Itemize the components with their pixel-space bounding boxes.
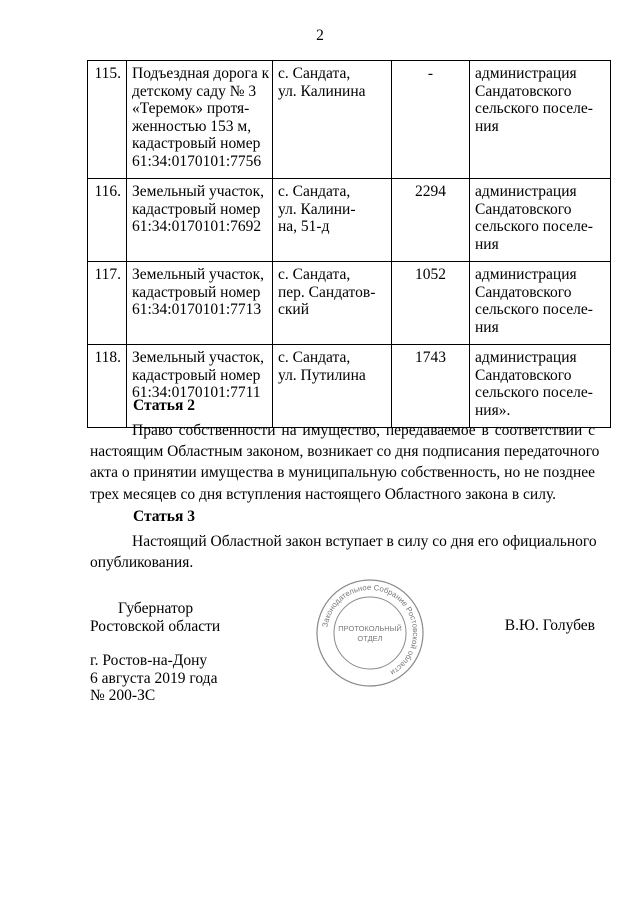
article-2-line: настоящим Областным законом, возникает со дня подписания передаточного: [90, 443, 600, 461]
seal-ring-text: Законодательное Собрание Ростовской области: [320, 582, 421, 678]
cell-line: на, 51-д: [278, 218, 330, 235]
cell-line: ния: [475, 318, 499, 336]
owner-cell: [470, 262, 611, 345]
cell-line: «Теремок» протя-: [132, 100, 250, 117]
signatory-position: [90, 600, 220, 635]
cell-line: Сандатовского: [475, 283, 572, 301]
table-row: [88, 61, 611, 179]
area-cell: 1052: [392, 262, 470, 345]
area-cell: 2294: [392, 179, 470, 262]
cell-line: пер. Сандатов-: [278, 283, 376, 301]
cell-line: кадастровый номер: [132, 366, 261, 384]
owner-cell: [470, 345, 611, 428]
article-2-line: Право собственности на имущество, передаваемое в соответствии с: [132, 422, 595, 439]
cell-line: Земельный участок,: [132, 266, 265, 283]
cell-line: ул. Калинина: [278, 82, 366, 100]
cell-line: женностью 153 м,: [132, 117, 252, 135]
cell-line: администрация: [475, 183, 577, 200]
object-name-cell: [127, 179, 273, 262]
cell-line: администрация: [475, 349, 577, 366]
owner-cell: [470, 179, 611, 262]
cell-line: с. Сандата,: [278, 266, 351, 283]
cell-line: ния».: [475, 401, 511, 419]
cell-line: 61:34:0170101:7756: [132, 152, 262, 170]
article-3-line: Настоящий Областной закон вступает в силу со дня его официального: [132, 533, 597, 550]
seal-center-line2: ОТДЕЛ: [357, 634, 383, 643]
row-number: 117.: [88, 262, 127, 345]
cell-line: ния: [475, 235, 499, 253]
signatory-title: Губернатор: [118, 600, 194, 617]
cell-line: сельского поселе-: [475, 100, 593, 117]
table-row: [88, 179, 611, 262]
area-cell: -: [392, 61, 470, 179]
cell-line: сельского поселе-: [475, 384, 593, 401]
cell-line: 61:34:0170101:7711: [132, 384, 261, 401]
table-row: [88, 345, 611, 428]
area-cell: 1743: [392, 345, 470, 428]
article-2-line: трех месяцев со дня вступления настоящего Областного закона в силу.: [90, 485, 557, 503]
cell-line: 61:34:0170101:7713: [132, 301, 262, 318]
seal-center-line1: ПРОТОКОЛЬНЫЙ: [338, 624, 402, 633]
page-number: 2: [316, 27, 324, 44]
seal-inner-ring: [334, 597, 406, 669]
row-number: 118.: [88, 345, 127, 428]
cell-line: ский: [278, 301, 309, 318]
cell-line: Подъездная дорога к: [132, 65, 270, 82]
cell-line: администрация: [475, 266, 577, 283]
signatory-name: В.Ю. Голубев: [504, 617, 595, 634]
address-cell: [273, 179, 392, 262]
cell-line: кадастровый номер: [132, 283, 261, 301]
document-date: 6 августа 2019 года: [90, 669, 218, 687]
owner-cell: [470, 61, 611, 179]
article-3-line: опубликования.: [90, 554, 194, 572]
article-2-text: [90, 420, 600, 505]
address-cell: [273, 61, 392, 179]
row-number: 116.: [88, 179, 127, 262]
cell-line: ул. Путилина: [278, 366, 366, 384]
table-row: [88, 262, 611, 345]
cell-line: Земельный участок,: [132, 183, 265, 200]
cell-line: Сандатовского: [475, 200, 572, 218]
seal-outer-ring: [317, 580, 423, 686]
cell-line: Сандатовского: [475, 366, 572, 384]
official-seal: [315, 578, 425, 688]
article-3-title: Статья 3: [133, 508, 195, 525]
cell-line: сельского поселе-: [475, 218, 593, 235]
place-city: г. Ростов-на-Дону: [90, 652, 208, 669]
article-2-line: акта о принятии имущества в муниципальную собственность, но не позднее: [90, 464, 595, 482]
cell-line: кадастровый номер: [132, 135, 261, 152]
place-and-date: [90, 652, 217, 705]
object-name-cell: [127, 61, 273, 179]
cell-line: с. Сандата,: [278, 183, 351, 200]
address-cell: [273, 345, 392, 428]
cell-line: 61:34:0170101:7692: [132, 218, 262, 235]
cell-line: сельского поселе-: [475, 301, 593, 318]
cell-line: с. Сандата,: [278, 65, 351, 82]
row-number: 115.: [88, 61, 127, 179]
property-table-body: [88, 61, 611, 428]
signatory-region: Ростовской области: [90, 617, 221, 635]
cell-line: ния: [475, 117, 499, 135]
property-table: [87, 60, 611, 428]
address-cell: [273, 262, 392, 345]
cell-line: с. Сандата,: [278, 349, 351, 366]
cell-line: администрация: [475, 65, 577, 82]
object-name-cell: [127, 262, 273, 345]
cell-line: Земельный участок,: [132, 349, 265, 366]
article-2-title: Статья 2: [133, 397, 195, 414]
article-3-text: [90, 531, 595, 573]
document-number: № 200-ЗС: [90, 687, 156, 704]
cell-line: Сандатовского: [475, 82, 572, 100]
cell-line: кадастровый номер: [132, 200, 261, 218]
cell-line: ул. Калини-: [278, 200, 356, 218]
object-name-cell: [127, 345, 273, 428]
cell-line: детскому саду № 3: [132, 82, 257, 100]
